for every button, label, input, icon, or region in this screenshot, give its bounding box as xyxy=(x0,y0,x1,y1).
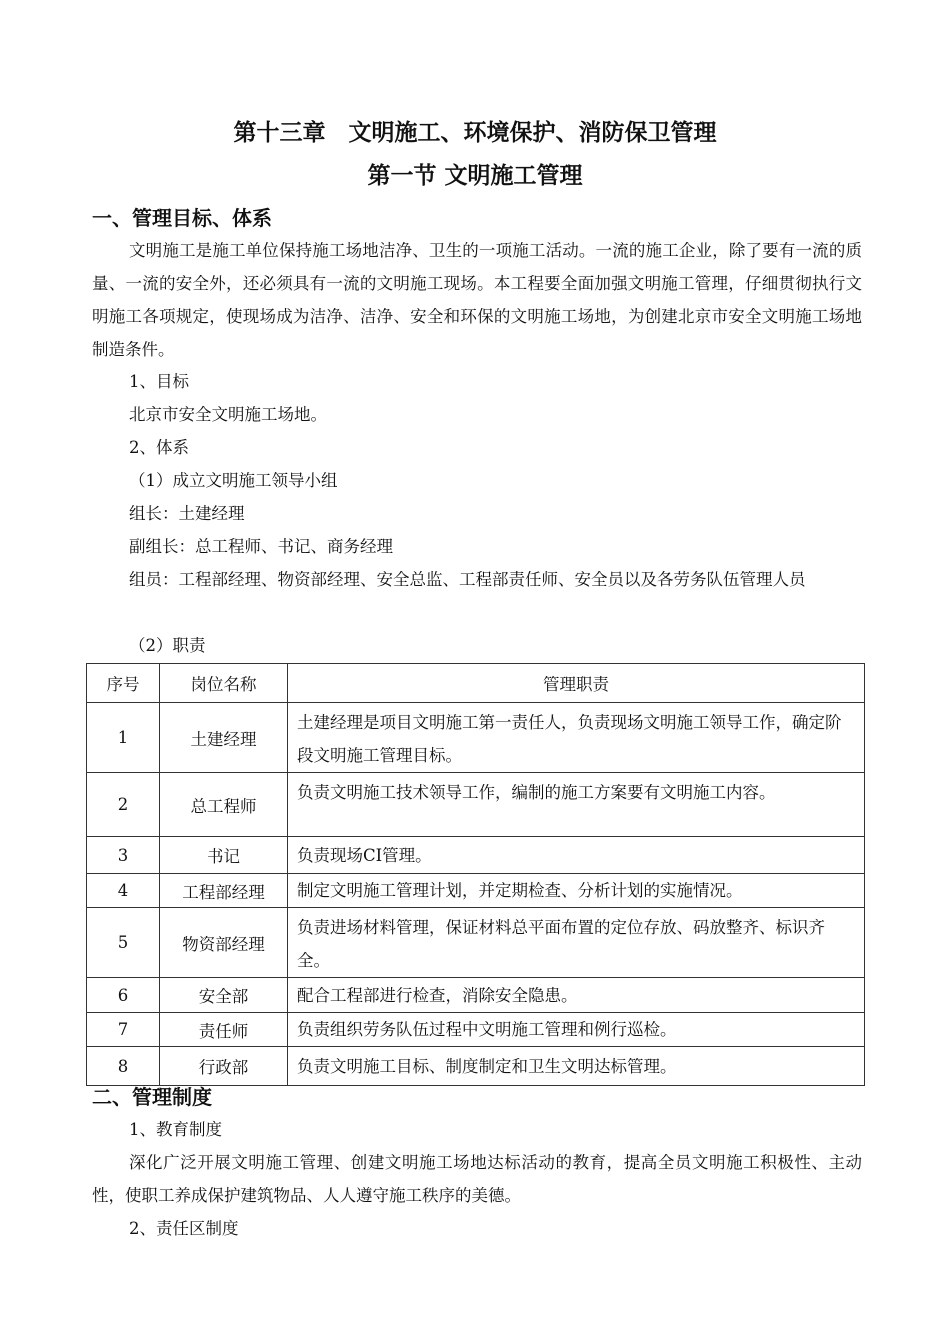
row-duty: 制定文明施工管理计划，并定期检查、分析计划的实施情况。 xyxy=(288,874,865,908)
deputy-line: 副组长：总工程师、书记、商务经理 xyxy=(129,537,393,556)
duties-label: （2）职责 xyxy=(129,636,206,655)
row-no: 5 xyxy=(87,908,160,978)
row-no: 1 xyxy=(87,703,160,773)
part1-heading: 一、管理目标、体系 xyxy=(92,206,272,230)
part2-heading: 二、管理制度 xyxy=(92,1085,212,1109)
group-label: （1）成立文明施工领导小组 xyxy=(129,471,338,490)
row-duty: 负责进场材料管理，保证材料总平面布置的定位存放、码放整齐、标识齐全。 xyxy=(288,908,865,978)
table-row xyxy=(87,837,865,874)
education-paragraph: 深化广泛开展文明施工管理、创建文明施工场地达标活动的教育，提高全员文明施工积极性、主动性，使职工养成保护建筑物品、人人遵守施工秩序的美德。 xyxy=(92,1153,862,1205)
table-header-row xyxy=(87,664,865,703)
row-no: 8 xyxy=(87,1047,160,1086)
row-no: 7 xyxy=(87,1013,160,1047)
header-duty: 管理职责 xyxy=(288,664,865,703)
row-duty: 负责现场CI管理。 xyxy=(288,837,865,874)
row-post: 行政部 xyxy=(160,1047,288,1086)
intro-paragraph: 文明施工是施工单位保持施工场地洁净、卫生的一项施工活动。一流的施工企业，除了要有一流的质量、一流的安全外，还必须具有一流的文明施工现场。本工程要全面加强文明施工管理，仔细贯彻执行文明施工各项规定，使现场成为洁净、洁净、安全和环保的文明施工场地，为创建北京市安全文明施工场地制造条件。 xyxy=(92,241,862,359)
table-row xyxy=(87,1013,865,1047)
responsibility-label: 2、责任区制度 xyxy=(129,1219,239,1238)
row-duty: 土建经理是项目文明施工第一责任人，负责现场文明施工领导工作，确定阶段文明施工管理目标。 xyxy=(288,703,865,773)
section-title: 第一节 文明施工管理 xyxy=(367,163,583,189)
table-row xyxy=(87,703,865,773)
goal-label: 1、目标 xyxy=(129,372,189,391)
table-row xyxy=(87,978,865,1013)
system-label: 2、体系 xyxy=(129,438,189,457)
row-no: 3 xyxy=(87,837,160,874)
header-post: 岗位名称 xyxy=(160,664,288,703)
row-post: 工程部经理 xyxy=(160,874,288,908)
members-paragraph: 组员：工程部经理、物资部经理、安全总监、工程部责任师、安全员以及各劳务队伍管理人员 xyxy=(129,570,806,589)
row-post: 土建经理 xyxy=(160,703,288,773)
row-duty: 配合工程部进行检查，消除安全隐患。 xyxy=(288,978,865,1013)
header-no: 序号 xyxy=(87,664,160,703)
table-row xyxy=(87,908,865,978)
duty-table xyxy=(86,663,865,1086)
row-no: 4 xyxy=(87,874,160,908)
table-row xyxy=(87,773,865,837)
table-row xyxy=(87,874,865,908)
row-no: 6 xyxy=(87,978,160,1013)
row-duty: 负责文明施工技术领导工作，编制的施工方案要有文明施工内容。 xyxy=(288,773,865,837)
row-post: 安全部 xyxy=(160,978,288,1013)
row-duty: 负责组织劳务队伍过程中文明施工管理和例行巡检。 xyxy=(288,1013,865,1047)
row-post: 总工程师 xyxy=(160,773,288,837)
row-post: 物资部经理 xyxy=(160,908,288,978)
education-label: 1、教育制度 xyxy=(129,1120,222,1139)
goal-text: 北京市安全文明施工场地。 xyxy=(129,405,327,424)
leader-line: 组长：土建经理 xyxy=(129,504,245,523)
row-post: 责任师 xyxy=(160,1013,288,1047)
chapter-title: 第十三章 文明施工、环境保护、消防保卫管理 xyxy=(233,120,717,146)
row-post: 书记 xyxy=(160,837,288,874)
row-no: 2 xyxy=(87,773,160,837)
row-duty: 负责文明施工目标、制度制定和卫生文明达标管理。 xyxy=(288,1047,865,1086)
table-row xyxy=(87,1047,865,1086)
